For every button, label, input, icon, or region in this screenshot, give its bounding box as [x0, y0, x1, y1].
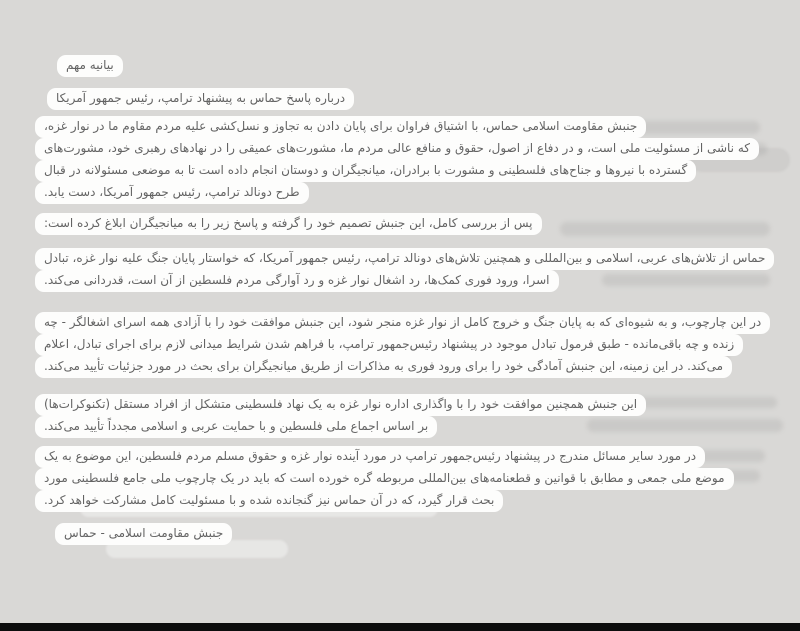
statement-subtitle-block — [47, 88, 354, 110]
text-line: اسرا، ورود فوری کمک‌ها، رد اشغال نوار غزه و رد آوارگی مردم فلسطین از آن است، قدردانی می‌کند. — [35, 270, 559, 292]
text-line: می‌کند. در این زمینه، این جنبش آمادگی خود را برای ورود فوری به مذاکرات از طریق میانجیگران برای بحث در مورد جزئیات تأیید می‌کند. — [35, 356, 732, 378]
paragraph-6 — [35, 446, 734, 512]
paragraph-2 — [35, 213, 542, 235]
text-line: حماس از تلاش‌های عربی، اسلامی و بین‌المللی و همچنین تلاش‌های دونالد ترامپ، رئیس جمهور آمریکا، که خواستار پایان جنگ علیه نوار غزه، تبادل — [35, 248, 774, 270]
signature-block — [55, 523, 232, 545]
text-line: بر اساس اجماع ملی فلسطین و با حمایت عربی و اسلامی مجدداً تأیید می‌کند. — [35, 416, 437, 438]
text-line: طرح دونالد ترامپ، رئیس جمهور آمریکا، دست یابد. — [35, 182, 309, 204]
signature-text: جنبش مقاومت اسلامی - حماس — [55, 523, 232, 545]
text-line: در مورد سایر مسائل مندرج در پیشنهاد رئیس‌جمهور ترامپ در مورد آینده نوار غزه و حقوق مسلم مردم فلسطین، این موضوع به یک — [35, 446, 705, 468]
text-line: بحث قرار گیرد، که در آن حماس نیز گنجانده شده و با مسئولیت کامل مشارکت خواهد کرد. — [35, 490, 503, 512]
page-subtitle: درباره پاسخ حماس به پیشنهاد ترامپ، رئیس جمهور آمریکا — [47, 88, 354, 110]
text-line: زنده و چه باقی‌مانده - طبق فرمول تبادل موجود در پیشنهاد رئیس‌جمهور ترامپ، با فراهم شدن شرایط میدانی لازم برای اجرای تبادل، اعلام — [35, 334, 743, 356]
text-line: گسترده با نیروها و جناح‌های فلسطینی و مشورت با برادران، میانجیگران و دوستان انجام داده است تا به موضعی مسئولانه در قبال — [35, 160, 696, 182]
paragraph-4 — [35, 312, 770, 378]
text-line: در این چارچوب، و به شیوه‌ای که به پایان جنگ و خروج کامل از نوار غزه منجر شود، این جنبش موافقت خود را با آزادی همه اسرای اشغالگر - چه — [35, 312, 770, 334]
paragraph-5 — [35, 394, 646, 438]
statement-title-block — [57, 55, 123, 77]
text-line: پس از بررسی کامل، این جنبش تصمیم خود را گرفته و پاسخ زیر را به میانجیگران ابلاغ کرده است: — [35, 213, 542, 235]
paragraph-3 — [35, 248, 774, 292]
bottom-black-bar — [0, 623, 800, 631]
page-title: بیانیه مهم — [57, 55, 123, 77]
text-line: جنبش مقاومت اسلامی حماس، با اشتیاق فراوان برای پایان دادن به تجاوز و نسل‌کشی علیه مردم مقاوم ما در نوار غزه، — [35, 116, 646, 138]
text-line: موضع ملی جمعی و مطابق با قوانین و قطعنامه‌های بین‌المللی مربوطه گره خورده است که باید در یک چارچوب ملی جامع فلسطینی مورد — [35, 468, 734, 490]
ghost-text-smudge — [560, 222, 770, 236]
text-line: این جنبش همچنین موافقت خود را با واگذاری اداره نوار غزه به یک نهاد فلسطینی متشکل از افراد مستقل (تکنوکرات‌ها) — [35, 394, 646, 416]
paragraph-1 — [35, 116, 759, 204]
text-line: که ناشی از مسئولیت ملی است، و در دفاع از اصول، حقوق و منافع عالی مردم ما، مشورت‌های عمیقی را در نهادهای رهبری خود، مشورت‌های — [35, 138, 759, 160]
